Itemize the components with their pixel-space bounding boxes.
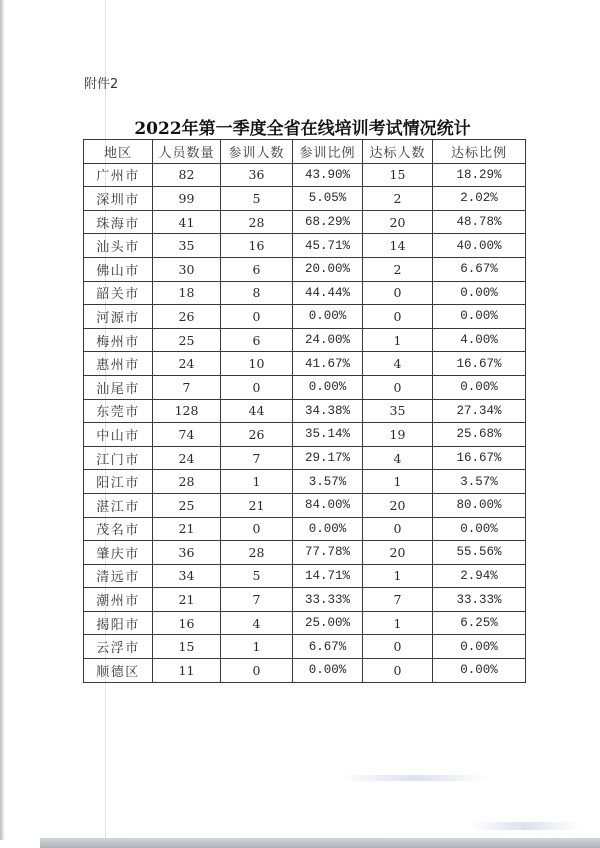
cell-trained-ratio: 0.00% [293,305,363,329]
cell-trained-count: 5 [221,564,293,588]
cell-passed-ratio: 2.02% [433,187,526,211]
cell-passed-count: 2 [363,187,433,211]
cell-trained-count: 28 [221,541,293,565]
cell-passed-count: 20 [363,210,433,234]
table-header-row [84,140,526,164]
cell-trained-ratio: 33.33% [293,588,363,612]
table-row [84,517,526,541]
cell-trained-ratio: 77.78% [293,541,363,565]
cell-trained-ratio: 0.00% [293,659,363,683]
scan-bottom-edge [40,838,600,848]
cell-trained-ratio: 24.00% [293,328,363,352]
cell-region: 深圳市 [84,187,153,211]
cell-passed-ratio: 25.68% [433,423,526,447]
cell-region: 韶关市 [84,281,153,305]
table-row [84,352,526,376]
table-row [84,281,526,305]
cell-staff-count: 36 [153,541,221,565]
cell-region: 江门市 [84,446,153,470]
cell-region: 揭阳市 [84,611,153,635]
table-row [84,423,526,447]
cell-passed-count: 19 [363,423,433,447]
cell-staff-count: 30 [153,257,221,281]
cell-passed-count: 7 [363,588,433,612]
cell-trained-ratio: 43.90% [293,163,363,187]
cell-trained-ratio: 35.14% [293,423,363,447]
cell-passed-count: 0 [363,305,433,329]
cell-trained-ratio: 45.71% [293,234,363,258]
cell-staff-count: 21 [153,588,221,612]
table-row [84,163,526,187]
scan-smudge [340,775,490,781]
cell-passed-count: 20 [363,493,433,517]
cell-staff-count: 41 [153,210,221,234]
table-row [84,446,526,470]
cell-trained-ratio: 0.00% [293,517,363,541]
cell-passed-count: 0 [363,635,433,659]
cell-trained-count: 7 [221,588,293,612]
cell-passed-ratio: 18.29% [433,163,526,187]
cell-passed-count: 4 [363,352,433,376]
cell-staff-count: 34 [153,564,221,588]
cell-passed-ratio: 6.67% [433,257,526,281]
cell-region: 中山市 [84,423,153,447]
cell-region: 潮州市 [84,588,153,612]
cell-trained-ratio: 44.44% [293,281,363,305]
table-row [84,234,526,258]
cell-region: 湛江市 [84,493,153,517]
cell-trained-count: 0 [221,517,293,541]
cell-passed-count: 15 [363,163,433,187]
cell-passed-ratio: 6.25% [433,611,526,635]
cell-passed-ratio: 27.34% [433,399,526,423]
cell-trained-ratio: 20.00% [293,257,363,281]
cell-region: 佛山市 [84,257,153,281]
cell-trained-count: 0 [221,659,293,683]
cell-passed-ratio: 0.00% [433,635,526,659]
cell-passed-ratio: 0.00% [433,375,526,399]
cell-passed-count: 2 [363,257,433,281]
cell-trained-count: 5 [221,187,293,211]
cell-passed-ratio: 2.94% [433,564,526,588]
cell-trained-ratio: 25.00% [293,611,363,635]
table-row [84,541,526,565]
cell-staff-count: 7 [153,375,221,399]
cell-trained-count: 36 [221,163,293,187]
attachment-label: 附件2 [84,77,119,92]
cell-region: 顺德区 [84,659,153,683]
cell-passed-ratio: 48.78% [433,210,526,234]
cell-staff-count: 21 [153,517,221,541]
cell-passed-ratio: 40.00% [433,234,526,258]
cell-trained-ratio: 3.57% [293,470,363,494]
cell-trained-ratio: 41.67% [293,352,363,376]
cell-passed-count: 20 [363,541,433,565]
cell-staff-count: 15 [153,635,221,659]
cell-trained-count: 4 [221,611,293,635]
cell-region: 清远市 [84,564,153,588]
cell-trained-count: 0 [221,375,293,399]
cell-passed-ratio: 0.00% [433,659,526,683]
cell-staff-count: 25 [153,493,221,517]
cell-trained-ratio: 34.38% [293,399,363,423]
cell-trained-count: 1 [221,635,293,659]
table-row [84,564,526,588]
cell-passed-count: 0 [363,281,433,305]
cell-region: 汕尾市 [84,375,153,399]
table-row [84,187,526,211]
cell-region: 阳江市 [84,470,153,494]
cell-passed-ratio: 0.00% [433,517,526,541]
table-row [84,305,526,329]
table-row [84,588,526,612]
cell-passed-ratio: 0.00% [433,305,526,329]
table-row [84,659,526,683]
cell-staff-count: 25 [153,328,221,352]
statistics-table [83,139,526,683]
cell-region: 珠海市 [84,210,153,234]
table-row [84,210,526,234]
cell-region: 河源市 [84,305,153,329]
header-trained-ratio: 参训比例 [293,140,363,164]
cell-trained-ratio: 14.71% [293,564,363,588]
cell-passed-count: 14 [363,234,433,258]
cell-trained-ratio: 68.29% [293,210,363,234]
cell-staff-count: 18 [153,281,221,305]
cell-passed-count: 0 [363,375,433,399]
cell-trained-ratio: 84.00% [293,493,363,517]
table-body [84,163,526,682]
cell-staff-count: 24 [153,352,221,376]
header-trained-count: 参训人数 [221,140,293,164]
table-row [84,493,526,517]
cell-staff-count: 11 [153,659,221,683]
cell-passed-count: 1 [363,470,433,494]
cell-passed-count: 1 [363,611,433,635]
cell-trained-count: 7 [221,446,293,470]
cell-passed-count: 1 [363,328,433,352]
cell-passed-ratio: 55.56% [433,541,526,565]
document-title: 2022年第一季度全省在线培训考试情况统计 [134,119,471,139]
cell-trained-count: 16 [221,234,293,258]
cell-staff-count: 35 [153,234,221,258]
cell-trained-count: 10 [221,352,293,376]
table-row [84,257,526,281]
table-row [84,399,526,423]
cell-trained-count: 26 [221,423,293,447]
table-row [84,635,526,659]
cell-staff-count: 74 [153,423,221,447]
table-row [84,470,526,494]
table-row [84,375,526,399]
cell-passed-count: 4 [363,446,433,470]
header-passed-ratio: 达标比例 [433,140,526,164]
cell-passed-ratio: 3.57% [433,470,526,494]
header-staff-count: 人员数量 [153,140,221,164]
cell-passed-ratio: 0.00% [433,281,526,305]
cell-region: 汕头市 [84,234,153,258]
cell-trained-count: 28 [221,210,293,234]
cell-region: 云浮市 [84,635,153,659]
cell-region: 梅州市 [84,328,153,352]
cell-trained-ratio: 29.17% [293,446,363,470]
cell-trained-count: 6 [221,257,293,281]
header-passed-count: 达标人数 [363,140,433,164]
cell-staff-count: 99 [153,187,221,211]
cell-trained-ratio: 0.00% [293,375,363,399]
cell-staff-count: 128 [153,399,221,423]
cell-trained-count: 6 [221,328,293,352]
cell-staff-count: 28 [153,470,221,494]
cell-region: 广州市 [84,163,153,187]
cell-region: 肇庆市 [84,541,153,565]
cell-staff-count: 82 [153,163,221,187]
cell-passed-ratio: 4.00% [433,328,526,352]
cell-trained-count: 21 [221,493,293,517]
cell-region: 茂名市 [84,517,153,541]
cell-trained-ratio: 6.67% [293,635,363,659]
cell-passed-ratio: 16.67% [433,446,526,470]
scan-smudge [470,822,580,830]
cell-trained-count: 44 [221,399,293,423]
cell-passed-ratio: 80.00% [433,493,526,517]
cell-trained-count: 1 [221,470,293,494]
cell-trained-count: 8 [221,281,293,305]
cell-passed-ratio: 16.67% [433,352,526,376]
cell-passed-count: 0 [363,659,433,683]
table-row [84,611,526,635]
cell-passed-count: 0 [363,517,433,541]
cell-passed-count: 35 [363,399,433,423]
cell-trained-count: 0 [221,305,293,329]
cell-region: 惠州市 [84,352,153,376]
cell-passed-ratio: 33.33% [433,588,526,612]
cell-trained-ratio: 5.05% [293,187,363,211]
cell-passed-count: 1 [363,564,433,588]
cell-region: 东莞市 [84,399,153,423]
cell-staff-count: 24 [153,446,221,470]
cell-staff-count: 26 [153,305,221,329]
table-row [84,328,526,352]
cell-staff-count: 16 [153,611,221,635]
header-region: 地区 [84,140,153,164]
